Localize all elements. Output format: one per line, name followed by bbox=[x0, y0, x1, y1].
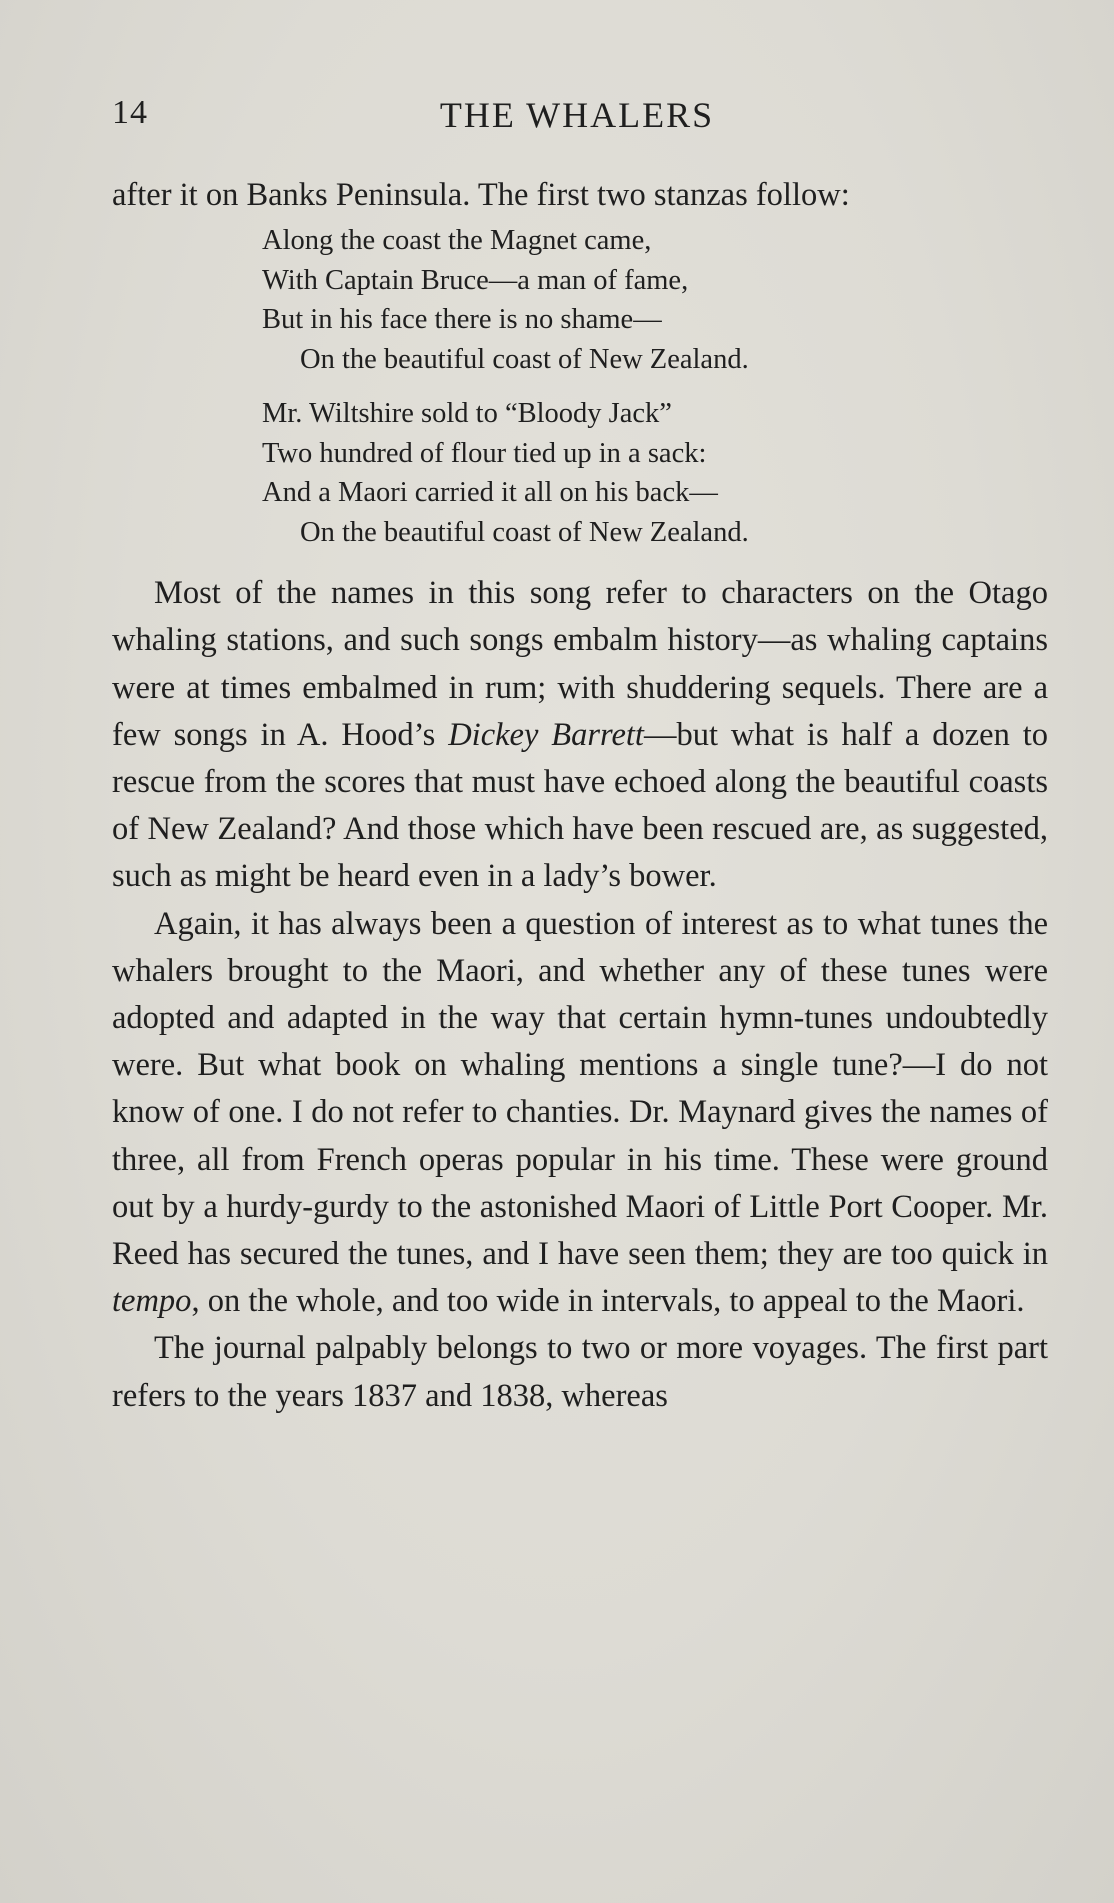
paragraph-text: Again, it has always been a question of interest as to what tunes the whalers brought to the Maori, and whether any of these tunes were adopted and adapted in the way that certain hymn-tunes undoubtedly were. But what book on whaling mentions a single tune?—I do not know of one. I do not refer to chanties. Dr. Maynard gives the names of three, all from French operas popular in his time. These were ground out by a hurdy-gurdy to the astonished Maori of Little Port Cooper. Mr. Reed has secured the tunes, and I have seen them; they are too quick in bbox=[112, 905, 1048, 1273]
page-header bbox=[112, 94, 1042, 144]
stanza-1 bbox=[262, 221, 1048, 379]
poem bbox=[262, 221, 1048, 552]
poem-line: Two hundred of flour tied up in a sack: bbox=[262, 437, 707, 469]
paragraph-text: , on the whole, and too wide in intervals, to appeal to the Maori. bbox=[191, 1283, 1025, 1320]
italic-term: tempo bbox=[112, 1283, 192, 1320]
poem-line: Mr. Wiltshire sold to “Bloody Jack” bbox=[262, 398, 672, 430]
poem-refrain: On the beautiful coast of New Zealand. bbox=[300, 343, 749, 375]
paragraph-tunes bbox=[112, 901, 1048, 1326]
poem-line: Along the coast the Magnet came, bbox=[262, 225, 652, 257]
page-number: 14 bbox=[112, 94, 148, 131]
paragraph-songs bbox=[112, 570, 1048, 900]
book-title: Dickey Barrett bbox=[448, 716, 644, 753]
body-text bbox=[112, 172, 1048, 1420]
paragraph-journal: The journal palpably belongs to two or more voyages. The first part refers to the years 1837 and 1838, whereas bbox=[112, 1330, 1048, 1414]
paragraph-text: Most of the names in this song refer to characters on the Otago whaling stations, and such songs embalm history—as whaling captains were at times embalmed in rum; with shuddering sequels. There are a few songs in A. Hood’s bbox=[112, 575, 1048, 753]
poem-line: With Captain Bruce—a man of fame, bbox=[262, 264, 689, 296]
paragraph-text: —but what is half a dozen to rescue from the scores that must have echoed along the beautiful coasts of New Zealand? And those which have been rescued are, as suggested, such as might be heard even in a lady’s bower. bbox=[112, 716, 1048, 895]
running-head: THE WHALERS bbox=[439, 95, 715, 135]
poem-refrain: On the beautiful coast of New Zealand. bbox=[300, 516, 749, 548]
stanza-2 bbox=[262, 394, 1048, 552]
poem-line: And a Maori carried it all on his back— bbox=[262, 477, 718, 509]
intro-paragraph: after it on Banks Peninsula. The first two stanzas follow: bbox=[112, 177, 850, 213]
poem-line: But in his face there is no shame— bbox=[262, 304, 662, 336]
